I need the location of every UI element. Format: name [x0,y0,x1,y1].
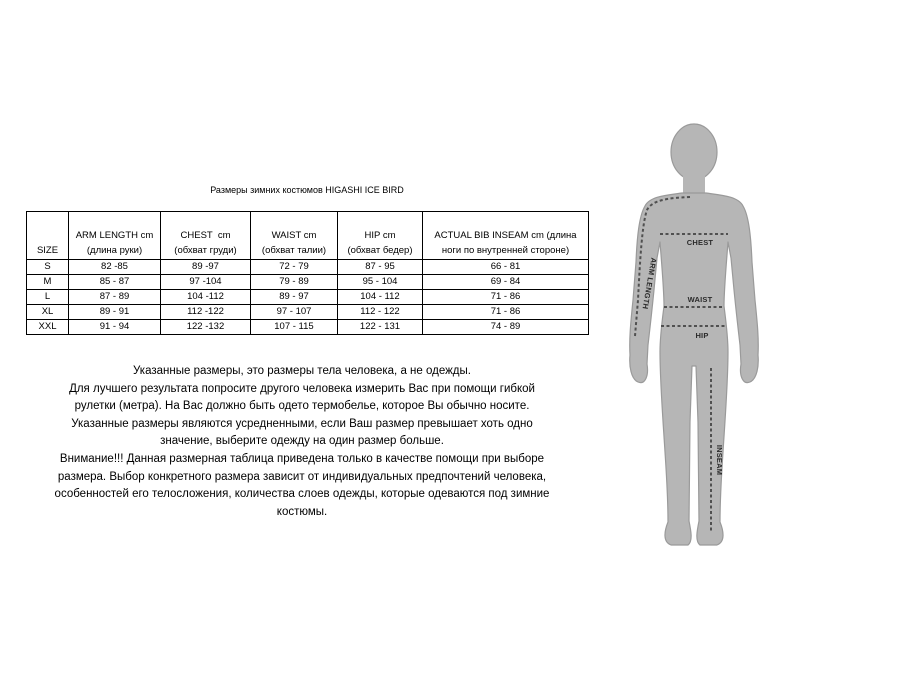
chest-label: CHEST [686,238,714,247]
cell-arm-length: 91 - 94 [69,320,161,335]
table-row [27,320,589,335]
cell-hip: 122 - 131 [338,320,423,335]
header-arm-length-label: ARM LENGTH cm [75,230,154,241]
cell-arm-length: 89 - 91 [69,305,161,320]
cell-arm-length: 85 - 87 [69,275,161,290]
cell-arm-length: 87 - 89 [69,290,161,305]
table-row [27,275,589,290]
cell-chest: 104 -112 [161,290,251,305]
cell-arm-length: 82 -85 [69,260,161,275]
cell-chest: 112 -122 [161,305,251,320]
body-measurement-figure [600,110,790,560]
note-line: Для лучшего результата попросите другого человека измерить Вас при помощи гибкой [69,382,535,395]
header-hip-sublabel: (обхват бедер) [347,245,413,256]
cell-inseam: 71 - 86 [423,305,589,320]
cell-waist: 79 - 89 [251,275,338,290]
size-table [26,211,589,335]
header-arm-length [69,212,161,260]
head-shape [671,124,717,180]
header-waist [251,212,338,260]
cell-size: XL [27,305,69,320]
cell-chest: 89 -97 [161,260,251,275]
note-line: размера. Выбор конкретного размера зависит от индивидуальных предпочтений человека, [57,470,547,483]
cell-hip: 104 - 112 [338,290,423,305]
cell-waist: 97 - 107 [251,305,338,320]
note-line: костюмы. [276,505,328,518]
header-waist-label: WAIST cm [271,230,317,241]
header-hip-label: HIP cm [364,230,396,241]
body-silhouette [630,124,759,545]
cell-hip: 112 - 122 [338,305,423,320]
cell-size: L [27,290,69,305]
header-size [27,212,69,260]
table-row [27,290,589,305]
cell-size: M [27,275,69,290]
cell-inseam: 69 - 84 [423,275,589,290]
hip-label: HIP [695,331,709,340]
cell-inseam: 71 - 86 [423,290,589,305]
table-header-row [27,212,589,260]
waist-label: WAIST [687,295,713,304]
header-chest [161,212,251,260]
note-line: значение, выберите одежду на один размер больше. [160,435,444,448]
header-size-label: SIZE [36,245,59,256]
note-line: Указанные размеры, это размеры тела человека, а не одежды. [133,365,471,377]
cell-waist: 89 - 97 [251,290,338,305]
note-line: особенностей его телосложения, количества слоев одежды, которые одеваются под зимние [54,488,550,501]
cell-waist: 72 - 79 [251,260,338,275]
cell-hip: 95 - 104 [338,275,423,290]
header-inseam-sublabel: ноги по внутренней стороне) [441,245,570,256]
cell-inseam: 74 - 89 [423,320,589,335]
cell-chest: 122 -132 [161,320,251,335]
note-line: Указанные размеры являются усредненными, если Ваш размер превышает хоть одно [71,417,533,430]
header-chest-label: CHEST cm [180,230,231,241]
cell-chest: 97 -104 [161,275,251,290]
header-hip [338,212,423,260]
cell-hip: 87 - 95 [338,260,423,275]
note-line: рулетки (метра). На Вас должно быть одето термобелье, которое Вы обычно носите. [74,400,530,413]
arm-length-label: ARM LENGTH [640,257,659,310]
cell-waist: 107 - 115 [251,320,338,335]
header-arm-length-sublabel: (длина руки) [86,245,143,256]
inseam-label: INSEAM [715,444,724,476]
note-line: Внимание!!! Данная размерная таблица приведена только в качестве помощи при выборе [59,452,545,465]
cell-size: XXL [27,320,69,335]
header-waist-sublabel: (обхват талии) [261,245,327,256]
header-inseam-label: ACTUAL BIB INSEAM cm (длина [434,230,577,241]
table-row [27,260,589,275]
sizing-notes [20,363,584,521]
header-chest-sublabel: (обхват груди) [174,245,237,256]
header-inseam [423,212,589,260]
table-row [27,305,589,320]
cell-inseam: 66 - 81 [423,260,589,275]
chart-title: Размеры зимних костюмов HIGASHI ICE BIRD [210,185,404,195]
cell-size: S [27,260,69,275]
